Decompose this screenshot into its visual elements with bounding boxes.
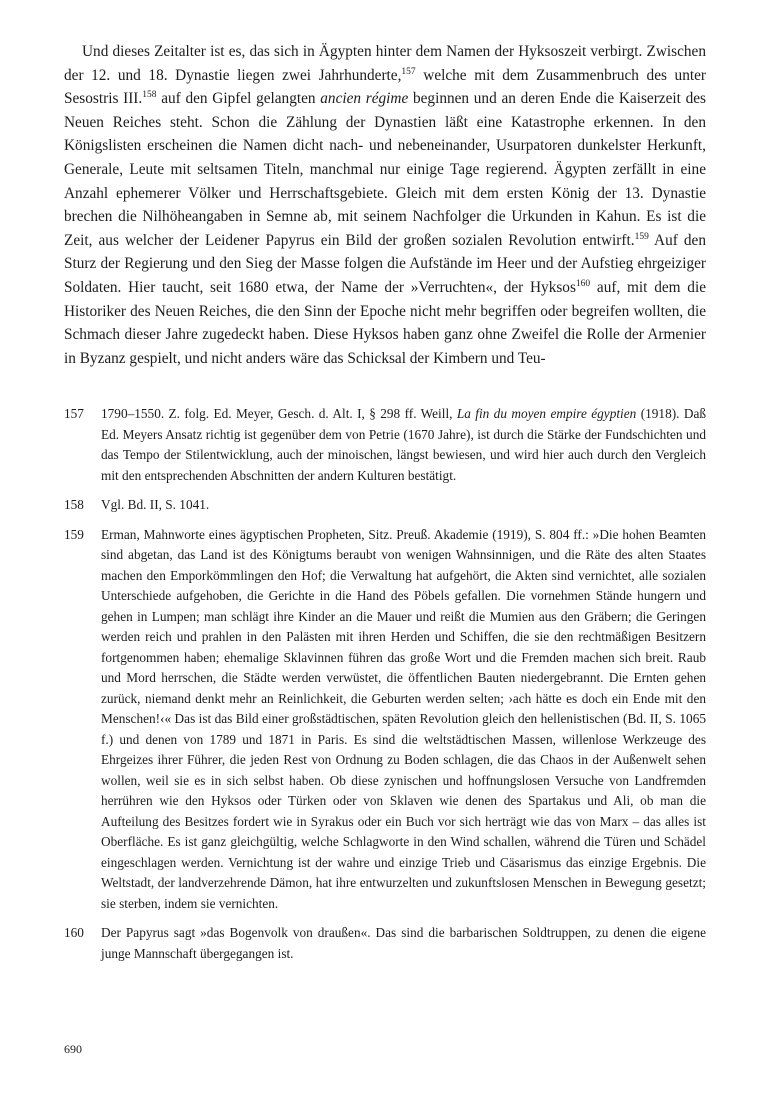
footnote-number: 160 — [64, 925, 84, 940]
footnote-text: Der Papyrus sagt »das Bogenvolk von draußen«. Das sind die barbarischen Soldtruppen, zu denen die eigene junge Mannschaft übergegangen ist. — [101, 925, 706, 961]
footnote-ref-159[interactable]: 159 — [634, 231, 649, 242]
footnote-text: Vgl. Bd. II, S. 1041. — [101, 497, 210, 512]
footnote-ref-160[interactable]: 160 — [575, 278, 591, 289]
footnote-text-run: 1790–1550. Z. folg. Ed. Meyer, Gesch. d. Alt. I, § 298 ff. Weill, — [101, 406, 457, 421]
footnote-number: 158 — [64, 497, 84, 512]
footnote-ref-157[interactable]: 157 — [401, 66, 416, 77]
footnote-text: Erman, Mahnworte eines ägyptischen Propheten, Sitz. Preuß. Akademie (1919), S. 804 ff.: »Die hohen Beamten sind abgetan, das Land ist des Königtums beraubt von wenigen Wahnsinnigen, und die Räte des alten Staates machen den Emporkömmlingen den Hof; die Verwaltung hat aufgehört, die Akten sind vernichtet, alle sozialen Unterschiede aufgehoben, die Gerichte in die Hand des Pöbels gefallen. Die vornehmen Stände hungern und gehen in Lumpen; man schlägt ihre Kinder an die Mauer und reißt die Mumien aus den Gräbern; die Geringen werden reich und prahlen in den Palästen mit ihren Herden und Schiffen, die sie den rechtmäßigen Besitzern fortgenommen haben; ehemalige Sklavinnen führen das große Wort und die Fremden machen sich breit. Raub und Mord herrschen, die Städte werden verwüstet, die öffentlichen Bauten niedergebrannt. Die Ernten gehen zurück, niemand denkt mehr an Reinlichkeit, die Geburten werden selten; ›ach hätte es doch ein Ende mit den Menschen!‹« Das ist das Bild einer großstädtischen, späten Revolution gleich den hellenistischen (Bd. II, S. 1065 f.) und denen von 1789 und 1871 in Paris. Es sind die weltstädtischen Massen, willenlose Werkzeuge des Ehrgeizes ihrer Führer, die jeden Rest von Ordnung zu Boden schlagen, die das Chaos in der Außenwelt sehen wollen, weil sie es in sich selbst haben. Ob diese zynischen und hoffnungslosen Versuche von Landfremden herrühren wie den Hyksos oder Türken oder von Sklaven wie denen des Spartakus und Ali, ob man die Aufteilung des Besitzes fordert wie in Syrakus oder ein Buch vor sich herträgt wie das von Marx – das alles ist Oberfläche. Es ist ganz gleichgültig, welche Schlagworte in den Wind schallen, während die Türen und Schädel eingeschlagen werden. Vernichtung ist der wahre und einzige Trieb und Cäsarismus das einzige Ergebnis. Die Weltstadt, der landverzehrende Dämon, hat ihre entwurzelten und zukunftslosen Menschen in Bewegung gesetzt; sie sterben, indem sie vernichten. — [101, 526, 706, 911]
footnotes — [64, 404, 706, 973]
page-number: 690 — [64, 1042, 82, 1056]
footnote-160 — [64, 923, 706, 964]
body-italic-term: ancien régime — [320, 90, 409, 108]
body-text-run: beginnen und an deren Ende die Kaiserzeit des Neuen Reiches steht. Schon die Zählung der Dynastien läßt eine Katastrophe erkennen. In den Königslisten erscheinen die Namen dicht nach- und nebeneinander, Usurpatoren dunkelster Herkunft, Generale, Leute mit seltsamen Titeln, manchmal nur einige Tage regierend. Ägypten zerfällt in eine Anzahl ephemerer Völker und Herrschaftsgebiete. Gleich mit dem ersten König der 13. Dynastie brechen die Nilhöheangaben in Semne ab, mit seinem Nachfolger die Urkunden in Kahun. Es ist die Zeit, aus welcher der Leidener Papyrus ein Bild der großen sozialen Revolution entwirft. — [64, 90, 707, 249]
footnote-157 — [64, 404, 706, 486]
body-text-run: auf den Gipfel gelangten — [156, 90, 321, 108]
footnote-ref-158[interactable]: 158 — [142, 90, 157, 101]
body-text-run: auf, mit dem die Historiker des Neuen Reiches, die den Sinn der Epoche nicht mehr begriffen oder begreifen wollten, die Schmach dieser Jahre zugedeckt haben. Diese Hyksos haben ganz ohne Zweifel die Rolle der Armenier in Byzanz gespielt, und nicht anders wäre das Schicksal der Kimbern und Teu- — [64, 278, 706, 367]
body-text-run: Auf den Sturz der Regierung und den Sieg der Masse folgen die Aufstände im Heer und der Aufstieg ehrgeiziger Soldaten. Hier taucht, seit 1680 etwa, der Name der »Verruchten«, der Hyksos — [64, 231, 706, 296]
body-text-run: welche mit dem Zusammenbruch des unter Sesostris III. — [64, 66, 706, 108]
footnote-number: 157 — [64, 406, 84, 421]
body-paragraph — [64, 40, 706, 370]
footnote-text — [101, 404, 706, 486]
footnote-text-run: (1918). Daß Ed. Meyers Ansatz richtig ist gegenüber dem von Petrie (1670 Jahre), ist durch die Stärke der Fundschichten und das Tempo der Stilentwicklung, auch der minoischen, längst bewiesen, und wird hier auch durch den Vergleich mit den entsprechenden Abschnitten der andern Kulturen bestätigt. — [101, 406, 707, 483]
footnote-159 — [64, 525, 706, 915]
footnote-italic-title: La fin du moyen empire égyptien — [456, 406, 637, 421]
footnote-number: 159 — [64, 526, 84, 542]
body-text-run: Und dieses Zeitalter ist es, das sich in Ägypten hinter dem Namen der Hyksoszeit verbirgt. Zwischen der 12. und 18. Dynastie liegen zwei Jahrhunderte, — [64, 43, 706, 84]
footnote-158 — [64, 495, 706, 516]
main-text — [64, 40, 706, 370]
